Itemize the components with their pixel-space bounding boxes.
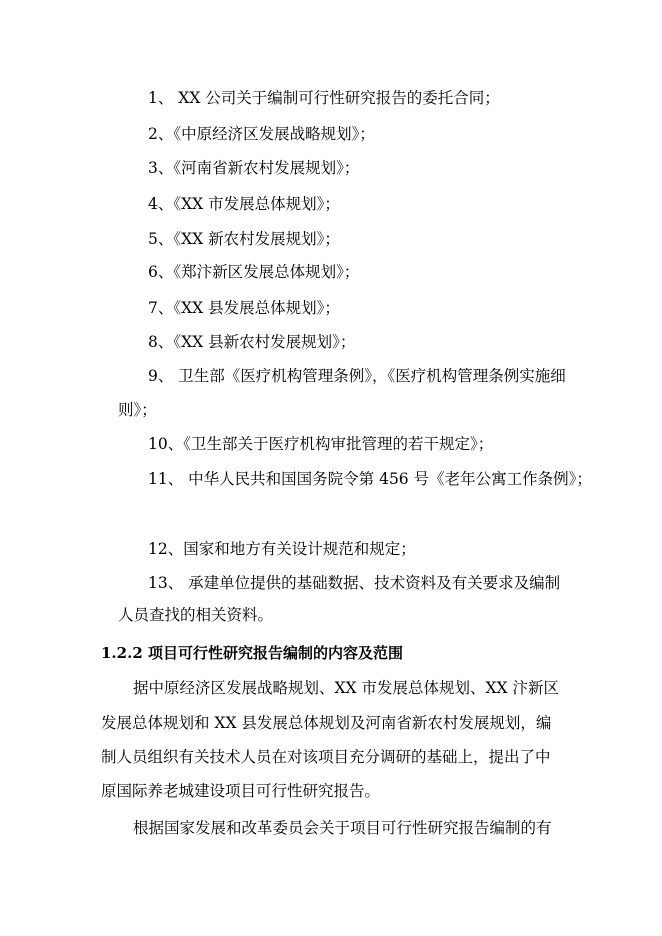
- reference-item-13-line1: 13、 承建单位提供的基础数据、技术资料及有关要求及编制: [148, 574, 561, 592]
- paragraph-line: 据中原经济区发展战略规划、XX 市发展总体规划、XX 汴新区: [133, 679, 559, 697]
- paragraph-line: 根据国家发展和改革委员会关于项目可行性研究报告编制的有: [133, 819, 552, 837]
- reference-item-3: 3、《河南省新农村发展规划》；: [148, 159, 360, 177]
- reference-item-9-line1: 9、 卫生部《医疗机构管理条例》，《医疗机构管理条例实施细: [148, 367, 566, 385]
- reference-item-9-line2: 则》；: [118, 401, 157, 419]
- paragraph-line: 制人员组织有关技术人员在对该项目充分调研的基础上，提出了中: [101, 748, 551, 766]
- reference-item-10: 10、《卫生部关于医疗机构审批管理的若干规定》；: [148, 435, 494, 453]
- reference-item-6: 6、《郑汴新区发展总体规划》；: [148, 263, 360, 281]
- paragraph-line: 原国际养老城建设项目可行性研究报告。: [101, 782, 381, 800]
- reference-item-8: 8、《XX 县新农村发展规划》；: [148, 333, 356, 351]
- reference-item-12: 12、国家和地方有关设计规范和规定；: [148, 540, 416, 558]
- paragraph-line: 发展总体规划和 XX 县发展总体规划及河南省新农村发展规划，编: [101, 714, 552, 732]
- reference-item-11: 11、 中华人民共和国国务院令第 456 号《老年公寓工作条例》；: [148, 470, 592, 488]
- reference-item-13-line2: 人员查找的相关资料。: [118, 606, 274, 624]
- reference-item-1: 1、 XX 公司关于编制可行性研究报告的委托合同；: [148, 89, 500, 107]
- section-heading: 1.2.2 项目可行性研究报告编制的内容及范围: [101, 644, 403, 662]
- reference-item-4: 4、《XX 市发展总体规划》；: [148, 195, 340, 213]
- reference-item-7: 7、《XX 县发展总体规划》；: [148, 299, 340, 317]
- reference-item-2: 2、《中原经济区发展战略规划》；: [148, 125, 375, 143]
- reference-item-5: 5、《XX 新农村发展规划》；: [148, 230, 340, 248]
